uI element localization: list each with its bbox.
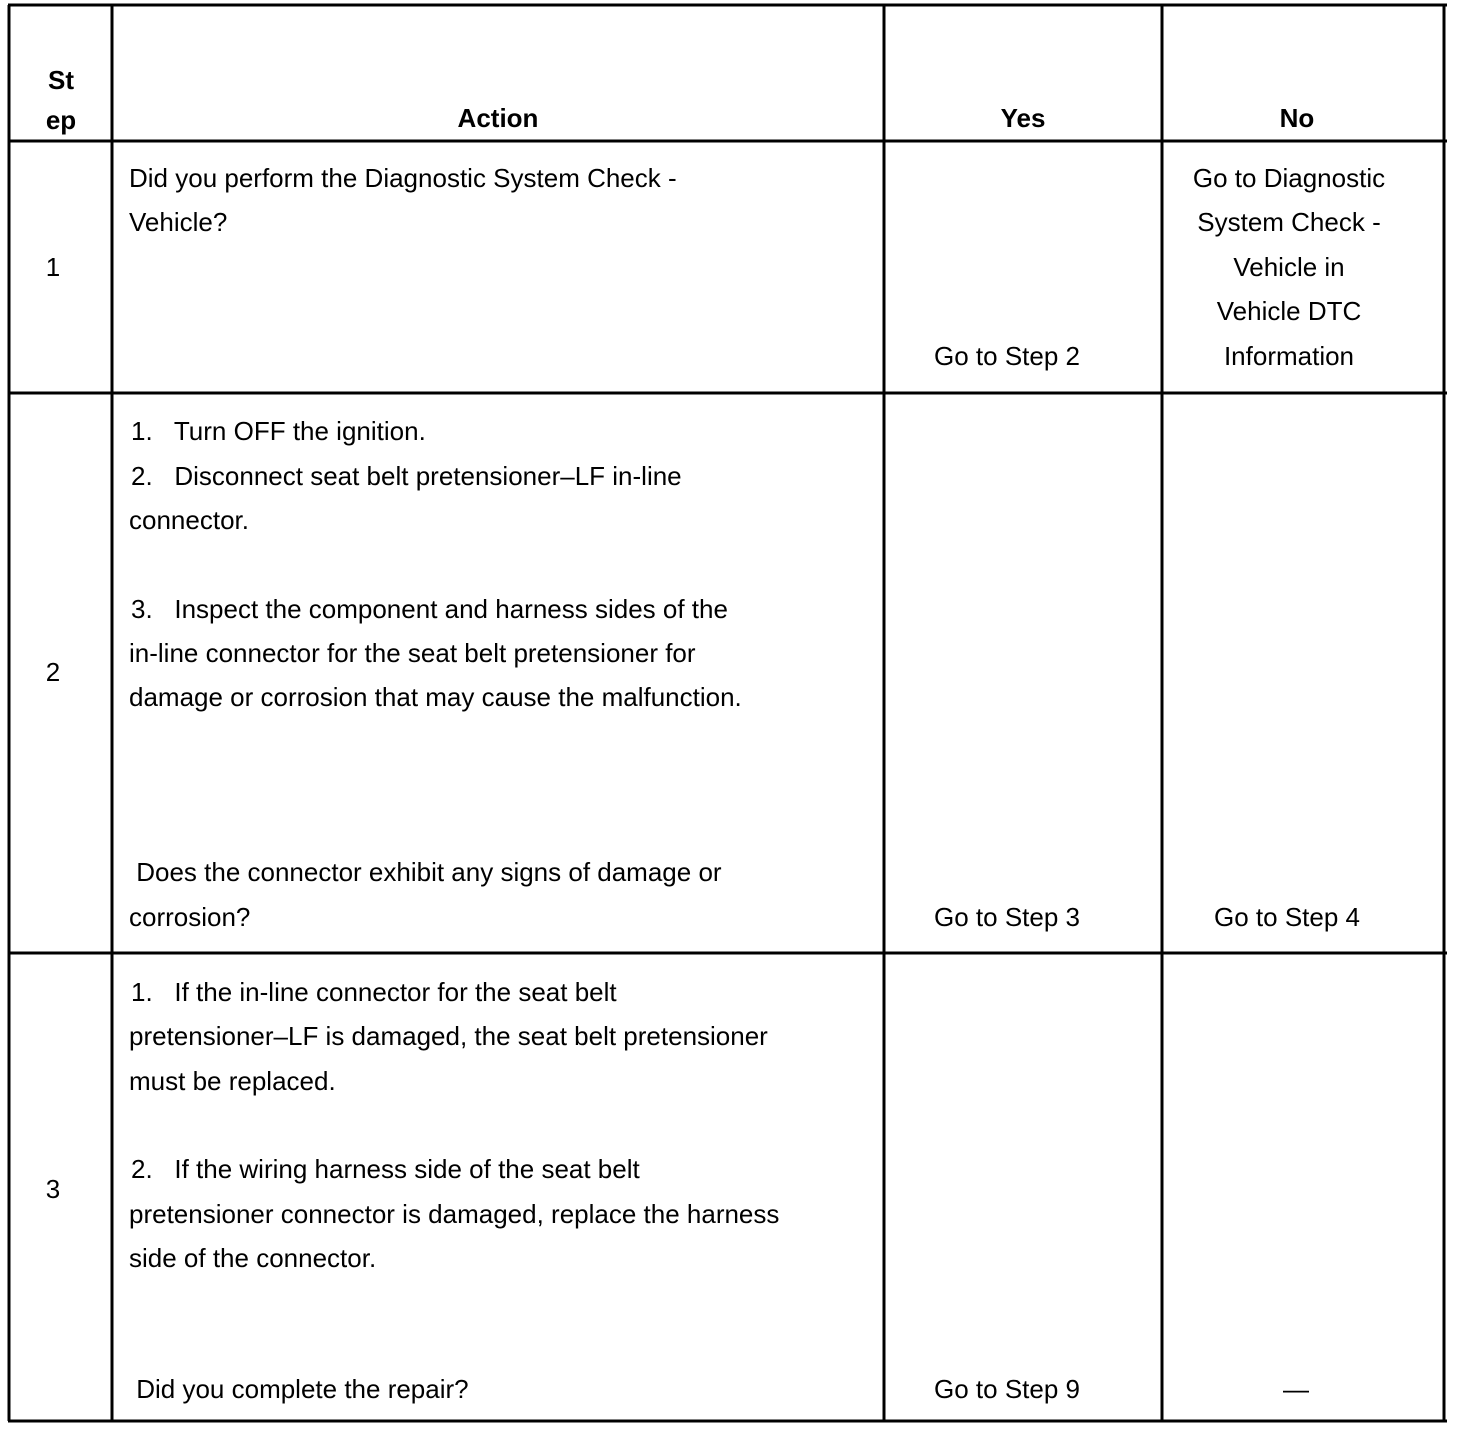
row-2-action-line: Does the connector exhibit any signs of damage or: [129, 857, 722, 887]
row-1-no-line: Go to Diagnostic: [1192, 163, 1386, 193]
row-1-step: 1: [45, 252, 61, 282]
row-2-action-line: corrosion?: [129, 902, 251, 932]
row-2-yes: Go to Step 3: [934, 902, 1080, 932]
row-3-step: 3: [45, 1174, 61, 1204]
row-3-action-line: pretensioner–LF is damaged, the seat belt pretensioner: [129, 1021, 768, 1051]
row-2-no: Go to Step 4: [1214, 902, 1360, 932]
header-yes: Yes: [1000, 103, 1046, 133]
row-1-no-line: Vehicle DTC: [1216, 296, 1362, 326]
row-3-no: —: [1283, 1374, 1309, 1404]
header-action: Action: [457, 103, 539, 133]
row-2-step: 2: [45, 657, 61, 687]
row-1-action-line: Did you perform the Diagnostic System Check -: [129, 163, 677, 193]
row-1-action-line: Vehicle?: [129, 207, 228, 237]
row-3-yes: Go to Step 9: [934, 1374, 1080, 1404]
row-1-no-line: Vehicle in: [1233, 252, 1345, 282]
row-2-action-line: 3. Inspect the component and harness sides of the: [131, 594, 728, 624]
row-2-action-line: damage or corrosion that may cause the malfunction.: [129, 682, 742, 712]
row-3-action-line: side of the connector.: [129, 1243, 377, 1273]
row-3-action-line: pretensioner connector is damaged, replace the harness: [129, 1199, 780, 1229]
row-3-action-line: Did you complete the repair?: [129, 1374, 469, 1404]
row-3-action-line: must be replaced.: [129, 1066, 336, 1096]
row-1-yes: Go to Step 2: [934, 341, 1080, 371]
row-3-action-line: 2. If the wiring harness side of the seat belt: [131, 1154, 640, 1184]
row-1-no-line: Information: [1223, 341, 1355, 371]
row-3-action-line: 1. If the in-line connector for the seat belt: [131, 977, 617, 1007]
header-step: St ep: [45, 65, 77, 135]
header-no: No: [1279, 103, 1315, 133]
row-2-action-line: 2. Disconnect seat belt pretensioner–LF in-line: [131, 461, 682, 491]
row-2-action-line: connector.: [129, 505, 249, 535]
row-2-action-line: 1. Turn OFF the ignition.: [131, 416, 426, 446]
row-2-action-line: in-line connector for the seat belt pretensioner for: [129, 638, 696, 668]
row-1-no-line: System Check -: [1197, 207, 1381, 237]
